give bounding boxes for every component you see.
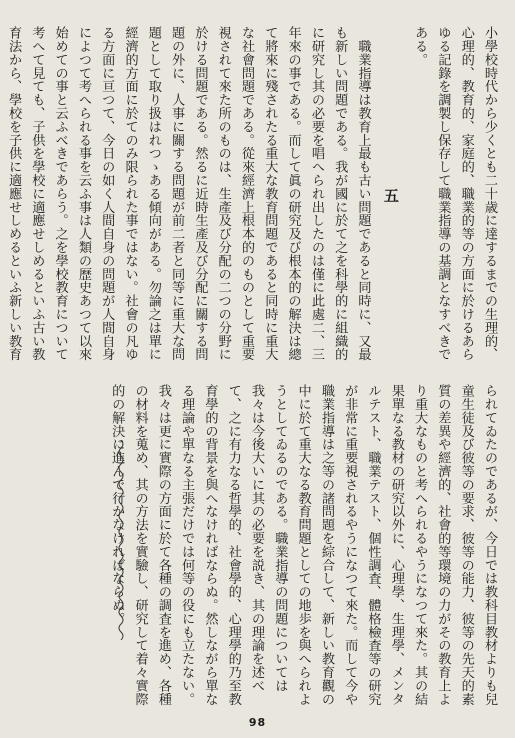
paragraph-vocational-guidance: 職業指導は教育上最も古い問題であると同時に、又最も新しい問題である。我が國に於て之を科學的に組織的に研究し其の必要を唱へられ出したのは僅に此處二、三年來の事である。而して眞の研究及び根本的の解決は總て將來に殘されたる重大な教育問題であると同時に重大な社會問題である。從來經濟上根本的のものとして重要視されて來た所のものは、生產及び分配の二つの分野に於ける問題である。然るに近時生產及び分配に關する問題の外に、人事に關する問題が前二者と同等に重大な問題として取り扱はれつゝある傾向がある。勿論之は單に經濟的方面に於てのみ限られた事ではない。社會の凡ゆる方面に亘つて、今日の如く人間自身の問題が人間自身によつて考へられる事を云ふ事は人類の歷史あつて以來始めての事と云ふべきであらう。之を學校教育について考へて見ても、子供を學校に適應せしめるといふ古い教育法から、學校を子供に適應せしめるといふ新しい教育 xyxy=(6,26,371,362)
lower-text-block xyxy=(109,384,501,710)
paragraph-continuation: られてゐたのであるが、今日では教科目教材よりも兒童生徒及び彼等の要求、彼等の能力、彼等の先天的素質の差異や經濟的、社會的等環境の力がその教育上より重大なものと考へられるやうになつて來た。其の結果單なる教材の研究以外に、心理學、生理學、メンタルテスト、職業テスト、個性調査、體格檢査等の研究が非常に重要視されるやうになつて來た。而して今や職業指導は之等の諸問題を綜合して、新しい教育觀の中に於て重大なる教育問題としての地歩を與へられようとしてゐるのである。職業指導の問題については我々は今後大いに其の必要を説き、其の理論を述べて、之に有力なる哲學的、社會學的、心理學的乃至教育學的の背景を與へなければならぬ。然しながら單なる理論や單なる主張だけでは何等の役にも立たない。我々は更に實際の方面に於て各種の調査を進め、各種の材料を蒐め、其の方法を實驗し、研究して着々實際的の解決に進んで行かなければならぬ。 xyxy=(109,384,497,706)
paragraph-record-keeping: 小學校時代から少くとも二十歳に達するまでの生理的、心理的、教育的、家庭的、職業的等の方面に於けるあらゆる記錄を調製し保存して職業指導の基調となすべきである。 xyxy=(412,26,497,361)
page-number: 98 xyxy=(248,716,267,729)
section-heading: 五 xyxy=(381,188,400,204)
wavy-divider-line xyxy=(116,440,126,640)
upper-text-block xyxy=(6,26,501,366)
